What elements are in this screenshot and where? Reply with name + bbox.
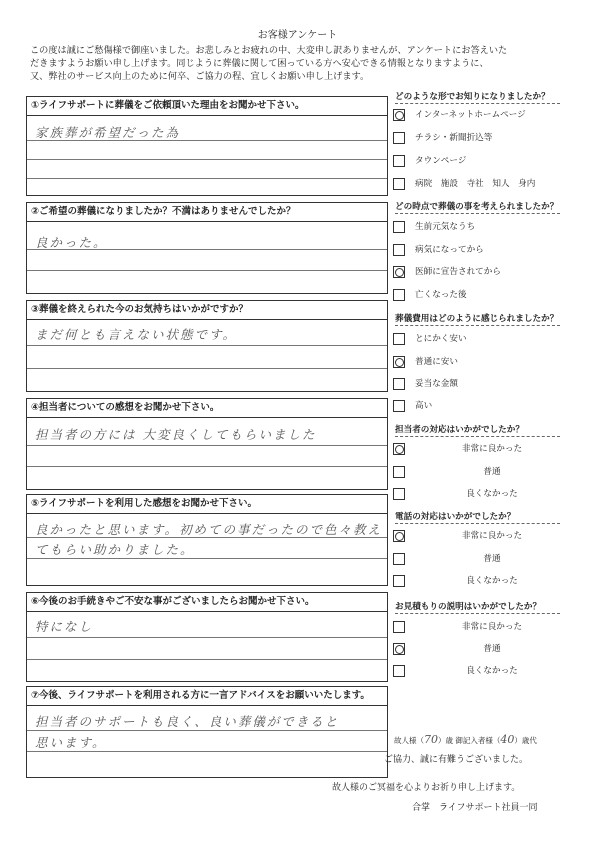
question-2-answer[interactable]: 良かった。	[35, 235, 108, 250]
option-label: 普通に安い	[415, 357, 458, 367]
checkbox[interactable]	[393, 221, 405, 233]
checkbox[interactable]	[393, 466, 405, 478]
question-1-label: ①ライフサポートに葬儀をご依頼頂いた理由をお聞かせ下さい。	[27, 97, 387, 116]
age-line	[394, 733, 537, 746]
option-label: 普通	[483, 644, 501, 654]
checkbox[interactable]	[393, 575, 405, 587]
s2-option-1[interactable]	[393, 221, 573, 237]
writer-age-label: 御記入者様（	[455, 736, 501, 745]
checkbox[interactable]	[393, 244, 405, 256]
checkbox[interactable]	[393, 530, 405, 542]
checkbox[interactable]	[393, 289, 405, 301]
question-4-label: ④担当者についての感想をお聞かせ下さい。	[27, 399, 387, 418]
section-3-heading: 葬儀費用はどのように感じられましたか？	[395, 314, 559, 324]
option-label: 非常に良かった	[461, 444, 523, 454]
checkbox[interactable]	[393, 132, 405, 144]
checkbox[interactable]	[393, 488, 405, 500]
deceased-age-suffix: ）歳	[438, 736, 453, 745]
checked-mark	[395, 268, 404, 277]
checked-mark	[395, 358, 404, 367]
checkbox[interactable]	[393, 155, 405, 167]
checked-mark	[395, 645, 404, 654]
s2-option-3[interactable]	[393, 266, 573, 282]
s3-option-1[interactable]	[393, 333, 573, 349]
intro-line: 又、弊社のサービス向上のために何卒、ご協力の程、宜しくお願い申し上げます。	[30, 71, 370, 82]
s1-option-3[interactable]	[393, 155, 573, 171]
checkbox[interactable]	[393, 400, 405, 412]
section-4-heading: 担当者の対応はいかがでしたか？	[395, 423, 560, 437]
s1-option-4[interactable]	[393, 178, 573, 194]
s5-option-3[interactable]	[393, 575, 573, 591]
thanks-text: ご協力、誠に有難うございました。	[384, 755, 529, 765]
option-label: 非常に良かった	[461, 531, 523, 541]
s4-option-3[interactable]	[393, 488, 573, 504]
question-7-label: ⑦今後、ライフサポートを利用される方に一言アドバイスをお願いいたします。	[27, 687, 387, 706]
question-5-answer-line2[interactable]: てもらい助かりました。	[35, 542, 195, 557]
survey-title: お客様アンケート	[257, 30, 338, 41]
deceased-age-label: 故人様（	[394, 736, 424, 745]
option-label: 医師に宣告されてから	[415, 267, 501, 277]
option-label: 良くなかった	[466, 576, 518, 586]
writer-age-value[interactable]: 40	[500, 733, 515, 746]
intro-text	[30, 44, 575, 83]
section-2-heading: どの時点で葬儀の事を考えられましたか？	[395, 202, 559, 212]
checkbox[interactable]	[393, 621, 405, 633]
checkbox[interactable]	[393, 109, 405, 121]
option-label: 普通	[483, 467, 501, 477]
option-label: とにかく安い	[415, 334, 467, 344]
writer-age-suffix: ）歳代	[514, 736, 537, 745]
s3-option-4[interactable]	[393, 400, 573, 416]
s4-option-1[interactable]	[393, 443, 573, 459]
question-7-answer[interactable]: 担当者のサポートも良く、良い葬儀ができると	[35, 714, 340, 729]
option-label: タウンページ	[415, 156, 467, 166]
question-5-box	[26, 494, 388, 586]
deceased-age-value[interactable]: 70	[424, 733, 438, 746]
s1-option-1[interactable]	[393, 109, 573, 125]
checkbox[interactable]	[393, 443, 405, 455]
question-2-box	[26, 202, 388, 294]
question-5-label: ⑤ライフサポートを利用した感想をお聞かせ下さい。	[27, 495, 387, 514]
s3-option-2[interactable]	[393, 356, 573, 372]
question-3-box	[26, 300, 388, 392]
s6-option-3[interactable]	[393, 665, 573, 681]
s1-option-2[interactable]	[393, 132, 573, 148]
checked-mark	[395, 532, 404, 541]
s2-option-4[interactable]	[393, 289, 573, 305]
question-3-label: ③葬儀を終えられた今のお気持ちはいかがですか？	[27, 301, 387, 320]
checkbox[interactable]	[393, 643, 405, 655]
prayer-text: 故人様のご冥福を心よりお祈り申し上げます。	[332, 783, 521, 793]
s4-option-2[interactable]	[393, 466, 573, 482]
option-label: チラシ・新聞折込等	[415, 133, 493, 143]
checkbox[interactable]	[393, 378, 405, 390]
s5-option-1[interactable]	[393, 530, 573, 546]
question-6-label: ⑥今後のお手続きやご不安な事がございましたらお聞かせ下さい。	[27, 593, 387, 612]
question-7-box	[26, 686, 388, 778]
question-5-answer[interactable]: 良かったと思います。初めての事だったので色々教え	[35, 522, 383, 537]
option-label: 生前元気なうち	[415, 222, 476, 232]
checkbox[interactable]	[393, 266, 405, 278]
s6-option-1[interactable]	[393, 621, 573, 637]
intro-line: この度は誠にご愁傷様で御座いました。お悲しみとお疲れの中、大変申し訳ありませんが、アンケートにお答えいた	[30, 45, 508, 56]
s3-option-3[interactable]	[393, 378, 573, 394]
checkbox[interactable]	[393, 178, 405, 190]
s5-option-2[interactable]	[393, 553, 573, 569]
signature-text: 合掌 ライフサポート社員一同	[412, 803, 538, 813]
question-1-answer[interactable]: 家族葬が希望だった為	[35, 125, 181, 140]
question-4-answer[interactable]: 担当者の方には 大変良くしてもらいました	[35, 427, 317, 442]
checkbox[interactable]	[393, 665, 405, 677]
section-6-heading: お見積もりの説明はいかがでしたか？	[395, 600, 560, 614]
option-label: 非常に良かった	[461, 622, 523, 632]
question-7-answer-line2[interactable]: 思います。	[35, 735, 107, 750]
checked-mark	[395, 111, 404, 120]
section-5-heading: 電話の対応はいかがでしたか？	[395, 510, 560, 524]
option-label: インターネットホームページ	[415, 110, 526, 120]
question-2-label: ②ご希望の葬儀になりましたか？不満はありませんでしたか？	[27, 203, 387, 222]
checkbox[interactable]	[393, 356, 405, 368]
option-label: 病院 施設 寺社 知人 身内	[415, 179, 536, 189]
checked-mark	[395, 445, 404, 454]
option-label: 高い	[415, 401, 433, 411]
option-label: 普通	[483, 554, 501, 564]
question-4-box	[26, 398, 388, 490]
question-3-answer[interactable]: まだ何とも言えない状態です。	[35, 327, 238, 342]
option-label: 病気になってから	[415, 245, 484, 255]
option-label: 亡くなった後	[415, 290, 467, 300]
checkbox[interactable]	[393, 553, 405, 565]
question-6-box	[26, 592, 388, 682]
option-label: 良くなかった	[466, 666, 518, 676]
option-label: 良くなかった	[466, 489, 518, 499]
section-1-heading: どのような形でお知りになりましたか？	[395, 90, 560, 104]
intro-line: だきますようお願い申し上げます。同じように葬儀に関して困っている方へ安心できる情報となりますように、	[30, 58, 489, 69]
s6-option-2[interactable]	[393, 643, 573, 659]
option-label: 妥当な金額	[415, 379, 458, 389]
question-6-answer[interactable]: 特になし	[35, 619, 94, 634]
checkbox[interactable]	[393, 333, 405, 345]
question-1-box	[26, 96, 388, 196]
s2-option-2[interactable]	[393, 244, 573, 260]
